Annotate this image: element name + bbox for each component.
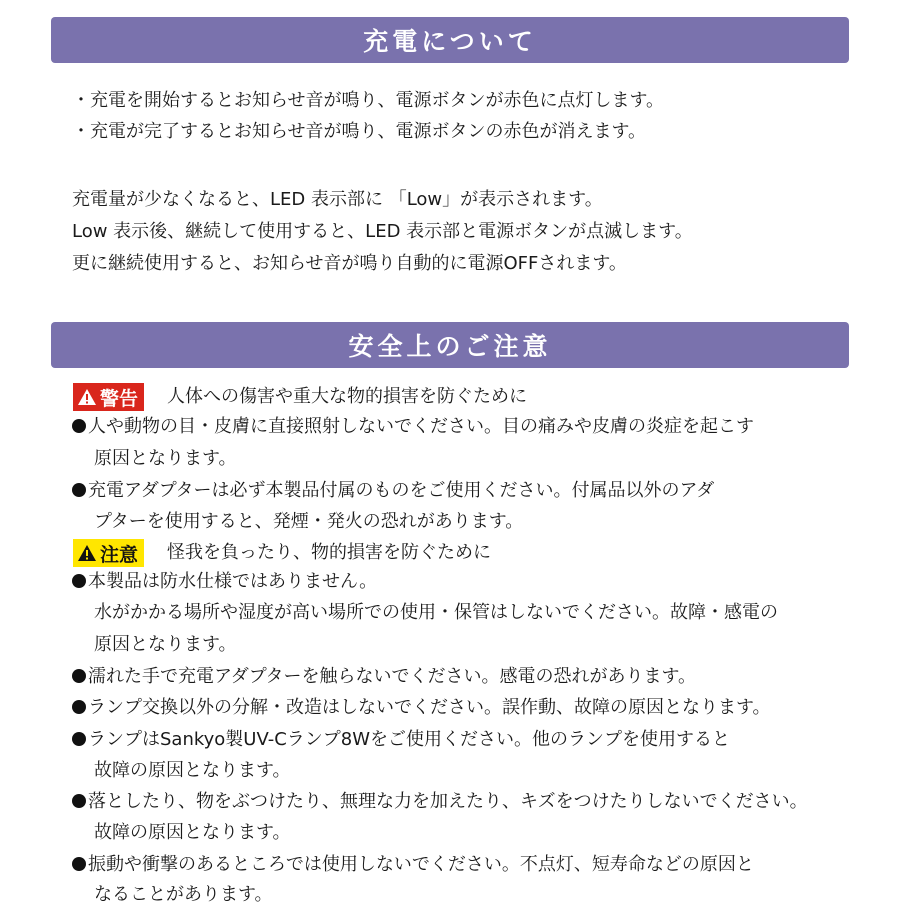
warning-item-eyes-cont: 原因となります。 [94, 448, 237, 469]
caution-item-disassembly: ランプ交換以外の分解・改造はしないでください。誤作動、故障の原因となります。 [72, 695, 771, 721]
bullet-dot [72, 732, 86, 746]
bullet-dot [72, 419, 86, 433]
bullet-dot [72, 574, 86, 588]
warning-item-eyes: 人や動物の目・皮膚に直接照射しないでください。目の痛みや皮膚の炎症を起こす [72, 414, 754, 440]
bullet-dot [72, 857, 86, 871]
caution-item-waterproof-cont2: 原因となります。 [94, 634, 237, 655]
charging-bullet-complete: ・充電が完了するとお知らせ音が鳴り、電源ボタンの赤色が消えます。 [72, 121, 647, 142]
warning-label-text: 警告 [100, 387, 139, 410]
caution-item-vibration-cont: なることがあります。 [94, 884, 273, 905]
caution-item-drop-cont: 故障の原因となります。 [94, 822, 291, 843]
caution-description: 怪我を負ったり、物的損害を防ぐために [167, 542, 491, 563]
caution-item-waterproof-cont1: 水がかかる場所や湿度が高い場所での使用・保管はしないでください。故障・感電の [94, 602, 778, 623]
charging-note-auto-off: 更に継続使用すると、お知らせ音が鳴り自動的に電源OFFされます。 [72, 253, 627, 274]
charging-note-low: 充電量が少なくなると、LED 表示部に 「Low」が表示されます。 [72, 189, 603, 210]
caution-label-text: 注意 [100, 543, 139, 566]
caution-item-lamp: ランプはSankyo製UV-Cランプ8Wをご使用ください。他のランプを使用すると [72, 727, 730, 753]
caution-item-vibration: 振動や衝撃のあるところでは使用しないでください。不点灯、短寿命などの原因と [72, 852, 754, 878]
warning-description: 人体への傷害や重大な物的損害を防ぐために [167, 386, 527, 407]
warning-triangle-icon [77, 388, 97, 406]
bullet-dot [72, 700, 86, 714]
charging-note-blink: Low 表示後、継続して使用すると、LED 表示部と電源ボタンが点滅します。 [72, 221, 693, 242]
caution-item-drop: 落としたり、物をぶつけたり、無理な力を加えたり、キズをつけたりしないでください。 [72, 789, 808, 815]
caution-triangle-icon [77, 544, 97, 562]
caution-item-wet-hands: 濡れた手で充電アダプターを触らないでください。感電の恐れがあります。 [72, 664, 696, 690]
charging-bullet-start: ・充電を開始するとお知らせ音が鳴り、電源ボタンが赤色に点灯します。 [72, 90, 665, 111]
warning-item-adapter: 充電アダプターは必ず本製品付属のものをご使用ください。付属品以外のアダ [72, 478, 714, 504]
safety-section-header [51, 322, 849, 368]
caution-label [73, 539, 144, 567]
caution-item-waterproof: 本製品は防水仕様ではありません。 [72, 569, 377, 595]
charging-section-title: 充電について [363, 27, 537, 56]
bullet-dot [72, 669, 86, 683]
caution-item-lamp-cont: 故障の原因となります。 [94, 760, 291, 781]
warning-item-adapter-cont: プターを使用すると、発煙・発火の恐れがあります。 [94, 511, 524, 532]
warning-label [73, 383, 144, 411]
safety-section-title: 安全上のご注意 [348, 332, 552, 361]
bullet-dot [72, 483, 86, 497]
charging-section-header [51, 17, 849, 63]
bullet-dot [72, 794, 86, 808]
